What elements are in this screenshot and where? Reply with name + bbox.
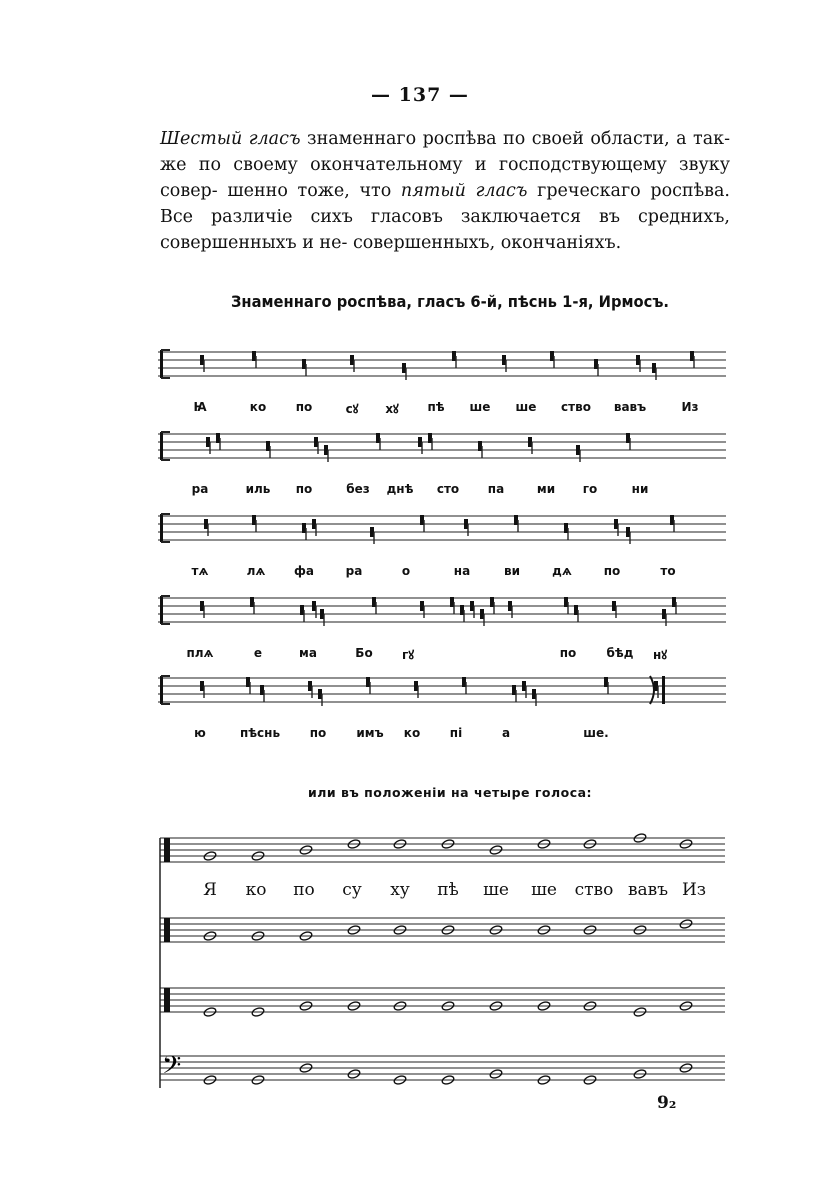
chant-syllable: а	[501, 726, 511, 740]
chant-syllable: ра	[191, 482, 209, 496]
neume	[402, 363, 406, 380]
four-voice-syllable: Из	[681, 880, 707, 900]
chant-syllable: хꙋ	[385, 402, 399, 416]
chant-syllable: гꙋ	[402, 648, 414, 662]
chant-staff-5	[158, 672, 726, 712]
chant-syllable: без	[346, 482, 370, 496]
chant-staff-4	[158, 592, 726, 632]
neume	[200, 355, 204, 372]
four-voice-syllable: вавъ	[627, 880, 669, 900]
chant-syllable: Из	[681, 400, 699, 414]
page-number: — 137 —	[371, 84, 469, 106]
neume	[564, 523, 568, 540]
neume	[350, 355, 354, 372]
neume	[252, 351, 256, 368]
chant-syllable: ство	[561, 400, 591, 414]
neume	[614, 519, 618, 536]
four-voice-syllable: Я	[203, 880, 217, 900]
neume	[314, 437, 318, 454]
four-voice-syllable: ху	[390, 880, 410, 900]
neume	[480, 609, 484, 626]
neume	[690, 351, 694, 368]
neume	[550, 351, 554, 368]
neume	[216, 433, 220, 450]
neume	[300, 605, 304, 622]
chant-syllable: на	[453, 564, 471, 578]
neume	[652, 363, 656, 380]
neume	[604, 677, 608, 694]
neume	[206, 437, 210, 454]
chant-staff-1	[158, 346, 726, 386]
chant-syllable: дѧ	[552, 564, 572, 578]
neume	[464, 519, 468, 536]
para-text-2: же по своему окончательному и господствующему звуку совер-	[160, 155, 730, 201]
chant-syllable: е	[253, 646, 263, 660]
neume	[672, 597, 676, 614]
chant-syllable: Бо	[355, 646, 373, 660]
chant-syllable: па	[487, 482, 505, 496]
neume	[376, 433, 380, 450]
neume	[312, 519, 316, 536]
neume	[502, 355, 506, 372]
para-text-3b: греческаго роспѣва. Все различіе	[160, 181, 730, 227]
chant-syllable: лѧ	[246, 564, 266, 578]
neume	[670, 515, 674, 532]
neume	[200, 601, 204, 618]
chant-syllable: Ꙗ	[193, 400, 207, 414]
intro-paragraph	[160, 126, 730, 256]
chant-syllable: плѧ	[186, 646, 214, 660]
neume	[450, 597, 454, 614]
chant-syllable: сто	[436, 482, 460, 496]
chant-syllable: по	[295, 400, 313, 414]
chant-staff-3	[158, 510, 726, 550]
chant-syllable: ю	[194, 726, 206, 740]
neume	[420, 601, 424, 618]
four-voice-subheading: или въ положеніи на четыре голоса:	[307, 785, 593, 800]
four-voice-system	[150, 828, 730, 1098]
chant-lyrics-1	[158, 400, 726, 420]
chant-syllable: по	[559, 646, 577, 660]
four-voice-syllable: по	[293, 880, 315, 900]
chant-staff-2	[158, 428, 726, 468]
neume	[612, 601, 616, 618]
neume	[512, 685, 516, 702]
neume	[428, 433, 432, 450]
chant-syllable: тѧ	[191, 564, 209, 578]
neume	[626, 527, 630, 544]
chant-syllable: по	[603, 564, 621, 578]
neume	[260, 685, 264, 702]
four-voice-syllable: ше	[483, 880, 509, 900]
term-sixth-tone: Шестый гласъ	[160, 129, 301, 149]
chant-syllable: иль	[245, 482, 271, 496]
neume	[266, 441, 270, 458]
chant-syllable: бѣд	[606, 646, 634, 660]
neume	[324, 445, 328, 462]
para-text-5: совершенныхъ, окончаніяхъ.	[352, 233, 622, 253]
neume	[594, 359, 598, 376]
neume	[204, 519, 208, 536]
neume	[366, 677, 370, 694]
chant-syllable: ше	[515, 400, 537, 414]
neume	[564, 597, 568, 614]
neume	[490, 597, 494, 614]
chant-syllable: ше.	[583, 726, 609, 740]
neume	[514, 515, 518, 532]
chant-syllable: ра	[345, 564, 363, 578]
neume	[576, 445, 580, 462]
neume	[654, 681, 658, 698]
section-heading: Знаменнаго роспѣва, гласъ 6-й, пѣснь 1-я, Ирмосъ.	[230, 292, 670, 311]
neume	[312, 601, 316, 618]
four-voice-syllable: ство	[574, 880, 614, 900]
neume	[662, 609, 666, 626]
chant-syllable: ко	[403, 726, 421, 740]
chant-syllable: ко	[249, 400, 267, 414]
chant-syllable: по	[309, 726, 327, 740]
neume	[302, 523, 306, 540]
chant-syllable: ми	[536, 482, 556, 496]
neume	[508, 601, 512, 618]
neume	[414, 681, 418, 698]
neume	[418, 437, 422, 454]
neume	[372, 597, 376, 614]
neume	[420, 515, 424, 532]
neume	[636, 355, 640, 372]
chant-syllable: днѣ	[386, 482, 414, 496]
neume	[574, 605, 578, 622]
neume	[318, 689, 322, 706]
chant-syllable: вавъ	[613, 400, 647, 414]
chant-syllable: имъ	[356, 726, 384, 740]
chant-syllable: пѣснь	[239, 726, 281, 740]
neume	[532, 689, 536, 706]
neume	[528, 437, 532, 454]
chant-syllable: ни	[631, 482, 649, 496]
neume	[308, 681, 312, 698]
term-fifth-tone: пятый гласъ	[400, 181, 528, 201]
neume	[522, 681, 526, 698]
neume	[246, 677, 250, 694]
chant-lyrics-4	[158, 646, 726, 666]
chant-syllable: ви	[503, 564, 521, 578]
para-text-4: сихъ гласовъ заключается въ среднихъ, совершенныхъ и не-	[160, 207, 730, 253]
chant-syllable: ше	[469, 400, 491, 414]
chant-syllable: пѣ	[427, 400, 445, 414]
signature-mark: 9₂	[657, 1093, 677, 1113]
chant-syllable: о	[401, 564, 411, 578]
four-voice-syllable: ко	[245, 880, 267, 900]
neume	[470, 601, 474, 618]
four-voice-syllable: пѣ	[437, 880, 459, 900]
neume	[452, 351, 456, 368]
chant-lyrics-5	[158, 726, 726, 746]
neume	[478, 441, 482, 458]
neume	[302, 359, 306, 376]
chant-lyrics-2	[158, 482, 726, 502]
neume	[200, 681, 204, 698]
para-text-1: знаменнаго роспѣва по своей области, а так-	[300, 129, 730, 149]
chant-lyrics-3	[158, 564, 726, 584]
four-voice-lyrics	[158, 880, 726, 904]
para-text-3: шенно тоже, что	[227, 181, 401, 201]
chant-syllable: ма	[299, 646, 317, 660]
neume	[250, 597, 254, 614]
neume	[370, 527, 374, 544]
bass-clef-icon: 𝄢	[162, 1051, 182, 1086]
neume	[252, 515, 256, 532]
neume	[320, 609, 324, 626]
chant-syllable: то	[660, 564, 676, 578]
chant-syllable: го	[582, 482, 598, 496]
chant-syllable: фа	[293, 564, 315, 578]
neume	[462, 677, 466, 694]
chant-syllable: сꙋ	[345, 402, 359, 416]
chant-syllable: нꙋ	[653, 648, 667, 662]
four-voice-syllable: ше	[531, 880, 557, 900]
four-voice-syllable: су	[342, 880, 362, 900]
neume	[626, 433, 630, 450]
chant-syllable: по	[295, 482, 313, 496]
chant-syllable: пі	[449, 726, 463, 740]
neume	[460, 605, 464, 622]
